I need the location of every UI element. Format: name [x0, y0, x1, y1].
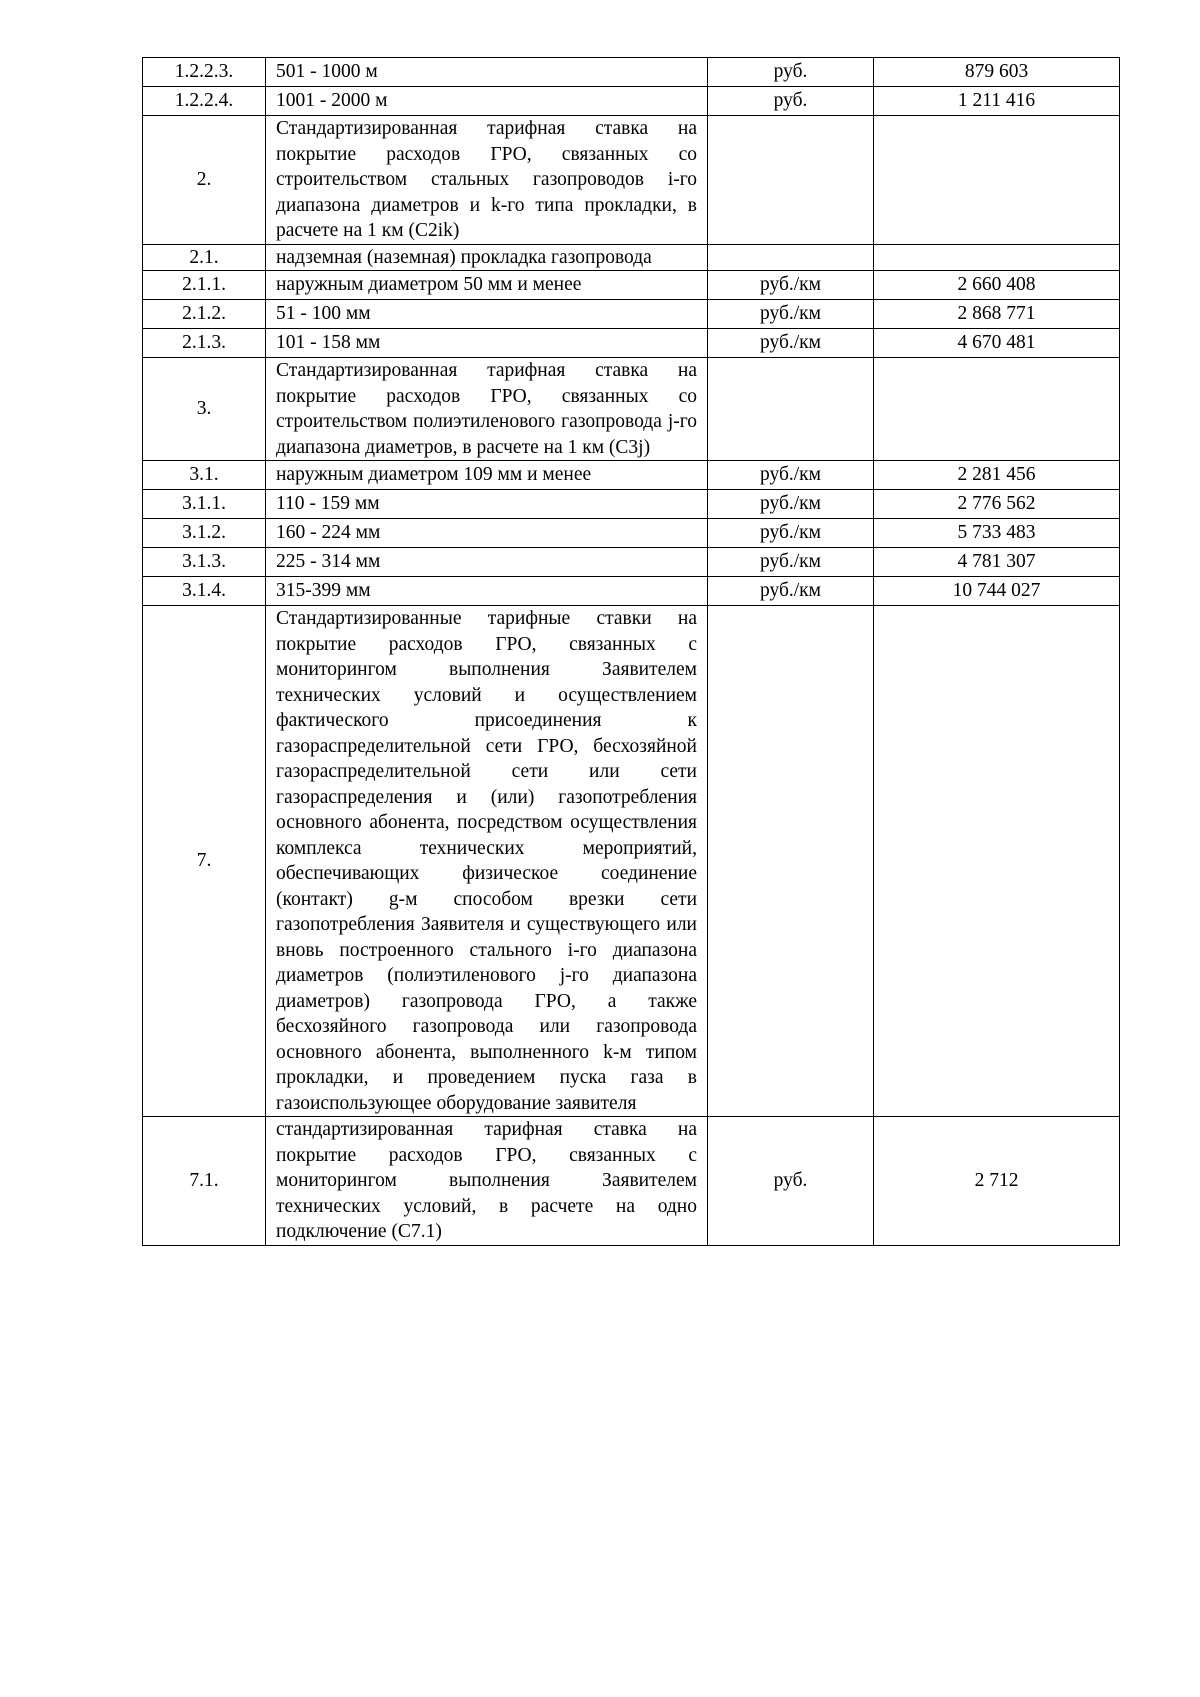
row-unit: руб./км: [708, 271, 874, 300]
table-row: [143, 300, 1120, 329]
row-value: 2 776 562: [874, 490, 1120, 519]
table-row: [143, 244, 1120, 271]
row-number: 2.1.1.: [143, 271, 266, 300]
row-value: 4 781 307: [874, 548, 1120, 577]
row-description: 101 - 158 мм: [266, 329, 708, 358]
row-unit: руб./км: [708, 300, 874, 329]
row-unit: [708, 358, 874, 461]
row-unit: руб./км: [708, 548, 874, 577]
table-row: [143, 461, 1120, 490]
row-value: [874, 358, 1120, 461]
table-row: [143, 329, 1120, 358]
row-number: 7.: [143, 606, 266, 1117]
row-number: 7.1.: [143, 1117, 266, 1246]
row-unit: руб./км: [708, 329, 874, 358]
row-unit: руб./км: [708, 461, 874, 490]
row-unit: руб./км: [708, 490, 874, 519]
row-value: 4 670 481: [874, 329, 1120, 358]
tariff-table: [142, 57, 1120, 1246]
row-description: 160 - 224 мм: [266, 519, 708, 548]
table-row: [143, 606, 1120, 1117]
row-number: 1.2.2.3.: [143, 58, 266, 87]
row-unit: руб.: [708, 58, 874, 87]
row-number: 3.1.1.: [143, 490, 266, 519]
row-value: 2 281 456: [874, 461, 1120, 490]
row-description: наружным диаметром 50 мм и менее: [266, 271, 708, 300]
row-unit: руб.: [708, 87, 874, 116]
row-value: [874, 116, 1120, 245]
row-description: Стандартизированные тарифные ставки на покрытие расходов ГРО, связанных с мониторингом выполнения Заявителем технических условий и осуществлением фактического присоединения к газораспределительной сети ГРО, бесхозяйной газораспределительной сети или сети газораспределения и (или) газопотребления основного абонента, посредством осуществления комплекса технических мероприятий, обеспечивающих физическое соединение (контакт) g-м способом врезки сети газопотребления Заявителя и существующего или вновь построенного стального i-го диапазона диаметров (полиэтиленового j-го диапазона диаметров) газопровода ГРО, а также бесхозяйного газопровода или газопровода основного абонента, выполненного k-м типом прокладки, и проведением пуска газа в газоиспользующее оборудование заявителя: [266, 606, 708, 1117]
row-description: стандартизированная тарифная ставка на покрытие расходов ГРО, связанных с мониторингом выполнения Заявителем технических условий, в расчете на одно подключение (С7.1): [266, 1117, 708, 1246]
row-description: 225 - 314 мм: [266, 548, 708, 577]
row-number: 2.: [143, 116, 266, 245]
row-description: 315-399 мм: [266, 577, 708, 606]
row-number: 2.1.: [143, 244, 266, 271]
table-row: [143, 116, 1120, 245]
row-value: 2 712: [874, 1117, 1120, 1246]
row-number: 2.1.2.: [143, 300, 266, 329]
row-value: 879 603: [874, 58, 1120, 87]
row-unit: руб./км: [708, 577, 874, 606]
row-value: 2 868 771: [874, 300, 1120, 329]
row-value: [874, 606, 1120, 1117]
row-number: 3.: [143, 358, 266, 461]
table-row: [143, 519, 1120, 548]
row-unit: [708, 244, 874, 271]
row-value: 10 744 027: [874, 577, 1120, 606]
row-value: 2 660 408: [874, 271, 1120, 300]
table-row: [143, 358, 1120, 461]
table-row: [143, 1117, 1120, 1246]
row-number: 3.1.3.: [143, 548, 266, 577]
row-description: 501 - 1000 м: [266, 58, 708, 87]
table-row: [143, 87, 1120, 116]
row-description: 1001 - 2000 м: [266, 87, 708, 116]
row-number: 3.1.2.: [143, 519, 266, 548]
table-row: [143, 548, 1120, 577]
row-unit: руб.: [708, 1117, 874, 1246]
row-unit: [708, 606, 874, 1117]
row-value: 1 211 416: [874, 87, 1120, 116]
table-row: [143, 58, 1120, 87]
table-row: [143, 577, 1120, 606]
row-number: 3.1.: [143, 461, 266, 490]
row-description: надземная (наземная) прокладка газопровода: [266, 244, 708, 271]
row-description: 51 - 100 мм: [266, 300, 708, 329]
row-number: 1.2.2.4.: [143, 87, 266, 116]
row-description: наружным диаметром 109 мм и менее: [266, 461, 708, 490]
row-number: 3.1.4.: [143, 577, 266, 606]
row-unit: руб./км: [708, 519, 874, 548]
row-description: Стандартизированная тарифная ставка на покрытие расходов ГРО, связанных со строительством стальных газопроводов i-го диапазона диаметров и k-го типа прокладки, в расчете на 1 км (С2ik): [266, 116, 708, 245]
table-row: [143, 490, 1120, 519]
row-description: Стандартизированная тарифная ставка на покрытие расходов ГРО, связанных со строительством полиэтиленового газопровода j-го диапазона диаметров, в расчете на 1 км (С3j): [266, 358, 708, 461]
row-unit: [708, 116, 874, 245]
row-number: 2.1.3.: [143, 329, 266, 358]
table-row: [143, 271, 1120, 300]
row-value: [874, 244, 1120, 271]
row-value: 5 733 483: [874, 519, 1120, 548]
row-description: 110 - 159 мм: [266, 490, 708, 519]
